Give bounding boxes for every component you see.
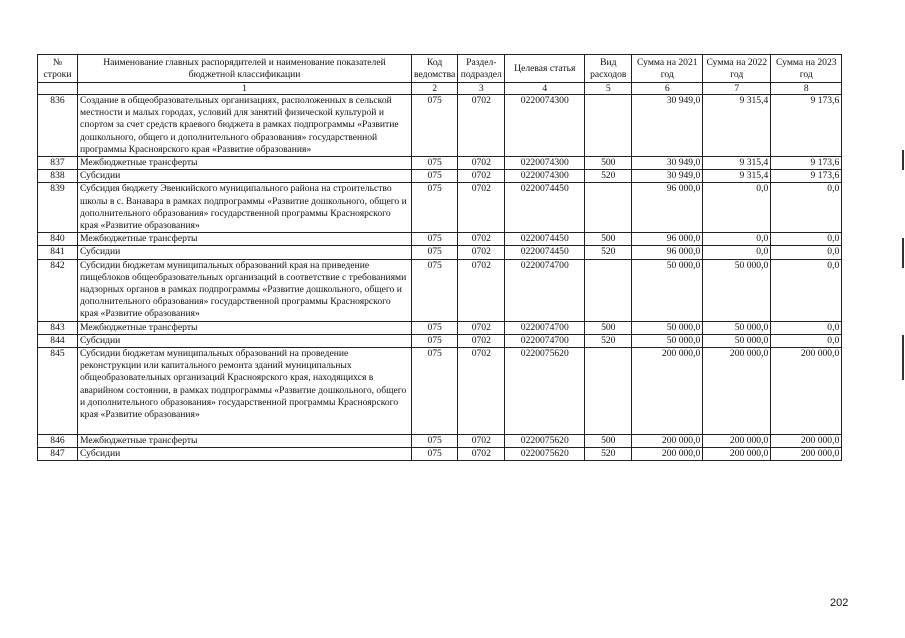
- row-expense-type: [585, 95, 632, 157]
- row-number: 837: [38, 157, 78, 170]
- row-sum-2022: 9 315,4: [703, 170, 771, 183]
- table-row: [38, 95, 842, 157]
- row-sum-2021: 30 949,0: [632, 170, 703, 183]
- row-name: Субсидии бюджетам муниципальных образований на проведение реконструкции или капитального ремонта зданий муниципальных общеобразовательных организаций Красноярского края, находящихся в аварийном состоянии, в рамках подпрограммы «Развитие дошкольного, общего и дополнительного образования» государственной программы Красноярского края «Развитие образования»: [78, 348, 412, 435]
- header-row-number: № строки: [38, 55, 78, 83]
- row-sum-2021: 200 000,0: [632, 348, 703, 435]
- row-dept-code: 075: [412, 259, 458, 321]
- table-row: [38, 170, 842, 183]
- row-sum-2023: 200 000,0: [771, 348, 842, 435]
- column-number: 2: [412, 83, 458, 95]
- row-name: Межбюджетные трансферты: [78, 321, 412, 334]
- row-section: 0702: [458, 95, 505, 157]
- table-row: [38, 321, 842, 334]
- row-number: 841: [38, 246, 78, 259]
- scan-edge-mark: [902, 238, 904, 268]
- row-dept-code: 075: [412, 170, 458, 183]
- header-name: Наименование главных распорядителей и наименование показателей бюджетной классификации: [78, 55, 412, 83]
- row-expense-type: 520: [585, 246, 632, 259]
- row-target: 0220074700: [505, 321, 585, 334]
- row-sum-2022: 0,0: [703, 183, 771, 233]
- budget-table: [37, 54, 842, 461]
- row-target: 0220074300: [505, 170, 585, 183]
- row-target: 0220075620: [505, 348, 585, 435]
- table-row: [38, 246, 842, 259]
- row-sum-2022: 9 315,4: [703, 157, 771, 170]
- row-sum-2021: 30 949,0: [632, 157, 703, 170]
- row-sum-2023: 9 173,6: [771, 170, 842, 183]
- row-number: 838: [38, 170, 78, 183]
- row-number: 840: [38, 233, 78, 246]
- row-sum-2022: 50 000,0: [703, 321, 771, 334]
- row-expense-type: 520: [585, 170, 632, 183]
- row-sum-2021: 96 000,0: [632, 246, 703, 259]
- row-sum-2022: 0,0: [703, 246, 771, 259]
- column-number: 5: [585, 83, 632, 95]
- column-number: 4: [505, 83, 585, 95]
- row-sum-2022: 200 000,0: [703, 435, 771, 448]
- row-sum-2021: 50 000,0: [632, 334, 703, 347]
- row-sum-2023: 200 000,0: [771, 448, 842, 461]
- row-sum-2021: 50 000,0: [632, 321, 703, 334]
- row-target: 0220075620: [505, 435, 585, 448]
- row-section: 0702: [458, 435, 505, 448]
- row-name: Субсидия бюджету Эвенкийского муниципального района на строительство школы в с. Ванавара в рамках подпрограммы «Развитие дошкольного, общего и дополнительного образования» государственной программы Красноярского края «Развитие образования»: [78, 183, 412, 233]
- row-section: 0702: [458, 321, 505, 334]
- row-target: 0220074450: [505, 246, 585, 259]
- row-target: 0220074700: [505, 334, 585, 347]
- table-row: [38, 183, 842, 233]
- row-number: 839: [38, 183, 78, 233]
- row-expense-type: 500: [585, 435, 632, 448]
- column-number: 1: [78, 83, 412, 95]
- row-section: 0702: [458, 259, 505, 321]
- row-sum-2021: 30 949,0: [632, 95, 703, 157]
- scan-edge-mark: [902, 335, 904, 380]
- row-dept-code: 075: [412, 246, 458, 259]
- row-sum-2023: 9 173,6: [771, 157, 842, 170]
- row-target: 0220075620: [505, 448, 585, 461]
- row-sum-2023: 9 173,6: [771, 95, 842, 157]
- row-target: 0220074300: [505, 95, 585, 157]
- row-number: 845: [38, 348, 78, 435]
- scan-edge-mark: [902, 150, 904, 170]
- row-target: 0220074450: [505, 183, 585, 233]
- row-sum-2021: 96 000,0: [632, 233, 703, 246]
- row-name: Субсидии: [78, 448, 412, 461]
- row-sum-2022: 50 000,0: [703, 259, 771, 321]
- header-sum-2021: Сумма на 2021 год: [632, 55, 703, 83]
- row-name: Межбюджетные трансферты: [78, 233, 412, 246]
- row-dept-code: 075: [412, 183, 458, 233]
- row-section: 0702: [458, 183, 505, 233]
- header-sum-2023: Сумма на 2023 год: [771, 55, 842, 83]
- row-sum-2021: 96 000,0: [632, 183, 703, 233]
- header-dept-code: Код ведомства: [412, 55, 458, 83]
- row-sum-2022: 200 000,0: [703, 448, 771, 461]
- column-number: 7: [703, 83, 771, 95]
- column-number-row: [38, 83, 842, 95]
- row-expense-type: 520: [585, 334, 632, 347]
- row-name: Субсидии: [78, 246, 412, 259]
- header-sum-2022: Сумма на 2022 год: [703, 55, 771, 83]
- row-number: 846: [38, 435, 78, 448]
- row-expense-type: [585, 348, 632, 435]
- row-section: 0702: [458, 157, 505, 170]
- header-expense-type: Вид расходов: [585, 55, 632, 83]
- table-row: [38, 233, 842, 246]
- row-sum-2023: 200 000,0: [771, 435, 842, 448]
- row-dept-code: 075: [412, 157, 458, 170]
- row-sum-2021: 200 000,0: [632, 435, 703, 448]
- row-expense-type: [585, 259, 632, 321]
- row-dept-code: 075: [412, 321, 458, 334]
- row-section: 0702: [458, 246, 505, 259]
- table-row: [38, 334, 842, 347]
- row-sum-2021: 200 000,0: [632, 448, 703, 461]
- row-dept-code: 075: [412, 448, 458, 461]
- row-expense-type: 520: [585, 448, 632, 461]
- row-number: 844: [38, 334, 78, 347]
- row-number: 836: [38, 95, 78, 157]
- row-sum-2023: 0,0: [771, 246, 842, 259]
- row-sum-2021: 50 000,0: [632, 259, 703, 321]
- header-target: Целевая статья: [505, 55, 585, 83]
- row-expense-type: 500: [585, 233, 632, 246]
- row-sum-2022: 0,0: [703, 233, 771, 246]
- row-name: Субсидии бюджетам муниципальных образований края на приведение пищеблоков общеобразовательных организаций в соответствие с требованиями надзорных органов в рамках подпрограммы «Развитие дошкольного, общего и дополнительного образования» государственной программы Красноярского края «Развитие образования»: [78, 259, 412, 321]
- row-number: 842: [38, 259, 78, 321]
- row-target: 0220074300: [505, 157, 585, 170]
- row-sum-2022: 9 315,4: [703, 95, 771, 157]
- row-dept-code: 075: [412, 348, 458, 435]
- row-dept-code: 075: [412, 95, 458, 157]
- row-name: Субсидии: [78, 170, 412, 183]
- row-expense-type: 500: [585, 321, 632, 334]
- row-name: Субсидии: [78, 334, 412, 347]
- row-number: 847: [38, 448, 78, 461]
- row-expense-type: 500: [585, 157, 632, 170]
- column-number: 3: [458, 83, 505, 95]
- row-dept-code: 075: [412, 233, 458, 246]
- row-section: 0702: [458, 334, 505, 347]
- row-target: 0220074450: [505, 233, 585, 246]
- row-section: 0702: [458, 170, 505, 183]
- row-name: Межбюджетные трансферты: [78, 157, 412, 170]
- table-header-row: [38, 55, 842, 83]
- row-expense-type: [585, 183, 632, 233]
- table-row: [38, 348, 842, 435]
- row-sum-2023: 0,0: [771, 233, 842, 246]
- page-number: 202: [830, 597, 849, 609]
- row-sum-2022: 200 000,0: [703, 348, 771, 435]
- table-row: [38, 259, 842, 321]
- column-number: 8: [771, 83, 842, 95]
- row-name: Межбюджетные трансферты: [78, 435, 412, 448]
- row-sum-2022: 50 000,0: [703, 334, 771, 347]
- row-sum-2023: 0,0: [771, 321, 842, 334]
- column-number: 6: [632, 83, 703, 95]
- row-target: 0220074700: [505, 259, 585, 321]
- row-sum-2023: 0,0: [771, 334, 842, 347]
- table-row: [38, 157, 842, 170]
- row-dept-code: 075: [412, 334, 458, 347]
- row-section: 0702: [458, 233, 505, 246]
- row-section: 0702: [458, 448, 505, 461]
- table-row: [38, 448, 842, 461]
- row-section: 0702: [458, 348, 505, 435]
- row-number: 843: [38, 321, 78, 334]
- header-section: Раздел-подраздел: [458, 55, 505, 83]
- row-dept-code: 075: [412, 435, 458, 448]
- table-row: [38, 435, 842, 448]
- row-name: Создание в общеобразовательных организациях, расположенных в сельской местности и малых городах, условий для занятий физической культурой и спортом за счет средств краевого бюджета в рамках подпрограммы «Развитие дошкольного, общего и дополнительного образования» государственной программы Красноярского края «Развитие образования»: [78, 95, 412, 157]
- row-sum-2023: 0,0: [771, 259, 842, 321]
- column-number-blank: [38, 83, 78, 95]
- row-sum-2023: 0,0: [771, 183, 842, 233]
